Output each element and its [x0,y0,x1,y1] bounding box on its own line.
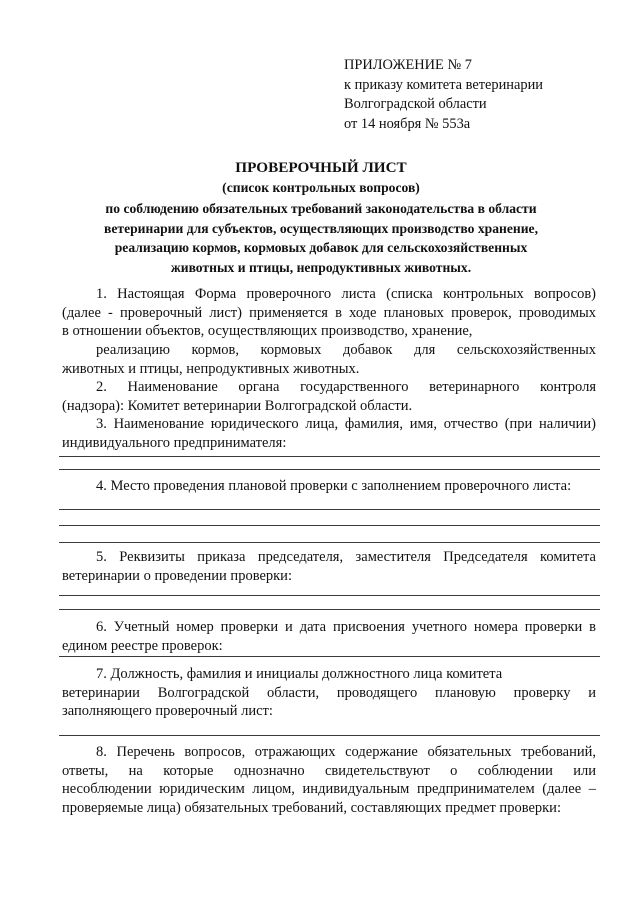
item-8-paragraph [62,743,596,818]
item-5-paragraph [62,548,596,585]
text-line: заполняющего проверочный лист: [62,703,273,720]
text-line: проверяемые лица) обязательных требований, составляющих предмет проверки: [62,800,561,817]
appendix-number: ПРИЛОЖЕНИЕ № 7 [344,57,472,73]
document-title: ПРОВЕРОЧНЫЙ ЛИСТ [235,159,407,176]
fill-in-line [59,542,600,543]
scope-line: реализацию кормов, кормовых добавок для сельскохозяйственных [114,240,528,256]
fill-in-line [59,509,600,510]
text-line: 1. Настоящая Форма проверочного листа (списка контрольных вопросов) [96,286,596,302]
item-2-paragraph [62,378,596,415]
document-scope [60,199,582,277]
text-line: 2. Наименование органа государственного ветеринарного контроля [96,379,596,395]
text-line: ветеринарии Волгоградской области, проводящего плановую проверку и [62,684,596,701]
item-7-paragraph [62,665,596,721]
item-1-paragraph [62,285,596,379]
fill-in-line [59,735,600,736]
fill-in-line [59,609,600,610]
appendix-block [344,56,614,134]
text-line: несоблюдении юридическим лицом, индивидуальным предпринимателем (далее – [62,781,596,798]
appendix-date: от 14 ноября № 553а [344,115,471,132]
text-line: в отношении объектов, осуществляющих производство, хранение, [62,323,473,340]
text-line: реализацию кормов, кормовых добавок для сельскохозяйственных [96,342,596,359]
text-line: едином реестре проверок: [62,637,223,654]
text-line: 4. Место проведения плановой проверки с заполнением проверочного листа: [96,478,572,494]
scope-line: животных и птицы, непродуктивных животных. [170,259,472,275]
fill-in-line [59,595,600,596]
scope-line: по соблюдению обязательных требований законодательства в области [105,201,537,216]
item-3-paragraph [62,415,596,452]
fill-in-line [59,656,600,657]
text-line: 7. Должность, фамилия и инициалы должностного лица комитета [96,666,503,682]
appendix-order-ref: к приказу комитета ветеринарии [344,76,543,93]
text-line: животных и птицы, непродуктивных животных. [62,360,360,377]
document-subtitle: (список контрольных вопросов) [222,180,420,195]
appendix-region: Волгоградской области [344,96,487,112]
text-line: 5. Реквизиты приказа председателя, заместителя Председателя комитета [96,549,596,565]
item-6-paragraph [62,618,596,655]
text-line: индивидуального предпринимателя: [62,434,287,451]
text-line: ответы, на которые однозначно свидетельствуют о соблюдении или [62,762,596,779]
item-4-paragraph [62,477,596,496]
fill-in-line [59,525,600,526]
fill-in-line [59,469,600,470]
text-line: 3. Наименование юридического лица, фамилия, имя, отчество (при наличии) [96,416,596,432]
text-line: 8. Перечень вопросов, отражающих содержание обязательных требований, [96,744,596,760]
scope-line: ветеринарии для субъектов, осуществляющих производство хранение, [104,220,538,236]
text-line: (далее - проверочный лист) применяется в ходе плановых проверок, проводимых [62,304,596,321]
fill-in-line [59,456,600,457]
text-line: (надзора): Комитет ветеринарии Волгоградской области. [62,397,413,414]
text-line: 6. Учетный номер проверки и дата присвоения учетного номера проверки в [96,619,596,635]
text-line: ветеринарии о проведении проверки: [62,567,292,584]
